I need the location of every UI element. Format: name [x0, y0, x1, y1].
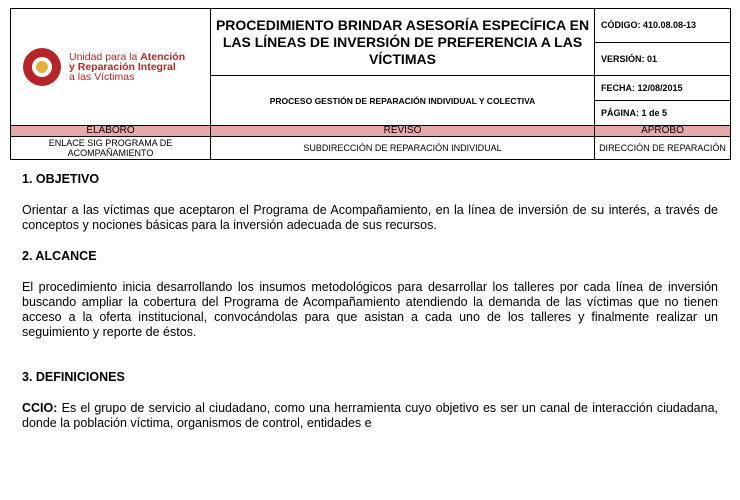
section-heading-alcance: 2. ALCANCE	[22, 249, 97, 263]
elaboro-value: ENLACE SIG PROGRAMA DE ACOMPAÑAMIENTO	[11, 137, 211, 160]
org-name: Unidad para la Atención y Reparación Integral a las Víctimas	[69, 51, 186, 83]
colombia-seal-icon	[23, 48, 61, 86]
objetivo-paragraph: Orientar a las víctimas que aceptaron el Programa de Acompañamiento, en la línea de inversión de su interés, a través de conceptos y nociones básicas para la inversión adecuada de sus recursos.	[22, 203, 718, 232]
document-body	[22, 172, 718, 431]
definition-ccio	[22, 401, 718, 431]
alcance-paragraph: El procedimiento inicia desarrollando los insumos metodológicos para desarrollar los talleres por cada línea de inversión buscando ampliar la cobertura del Programa de Acompañamiento atendiendo la demanda de las víctimas que no tienen acceso a la oferta institucional, convocándolas para que asistan a cada uno de los talleres y finalmente realizar un seguimiento y reporte de éstos.	[22, 280, 718, 339]
doc-page: PÁGINA: 1 de 5	[595, 101, 731, 126]
logo-cell	[11, 9, 211, 126]
doc-code: CÓDIGO: 410.08.08-13	[595, 9, 731, 43]
reviso-label: REVISO	[211, 126, 595, 137]
definition-term: CCIO:	[22, 401, 58, 415]
reviso-value: SUBDIRECCIÓN DE REPARACIÓN INDIVIDUAL	[211, 137, 595, 160]
org-logo	[11, 48, 210, 86]
aprobo-value: DIRECCIÓN DE REPARACIÓN	[595, 137, 731, 160]
section-heading-definiciones: 3. DEFINICIONES	[22, 370, 125, 384]
aprobo-label: APROBO	[595, 126, 731, 137]
doc-version: VERSIÓN: 01	[595, 42, 731, 76]
document-header-table	[10, 8, 731, 160]
definition-text: Es el grupo de servicio al ciudadano, como una herramienta cuyo objetivo es ser un canal de interacción ciudadana, donde la población víctima, organismos de control, entidades e	[22, 401, 718, 430]
elaboro-label: ELABORO	[11, 126, 211, 137]
process-name: PROCESO GESTIÓN DE REPARACIÓN INDIVIDUAL Y COLECTIVA	[211, 76, 595, 126]
section-heading-objetivo: 1. OBJETIVO	[22, 172, 100, 186]
procedure-title: PROCEDIMIENTO BRINDAR ASESORÍA ESPECÍFICA EN LAS LÍNEAS DE INVERSIÓN DE PREFERENCIA A LAS VÍCTIMAS	[211, 9, 595, 76]
doc-date: FECHA: 12/08/2015	[595, 76, 731, 101]
